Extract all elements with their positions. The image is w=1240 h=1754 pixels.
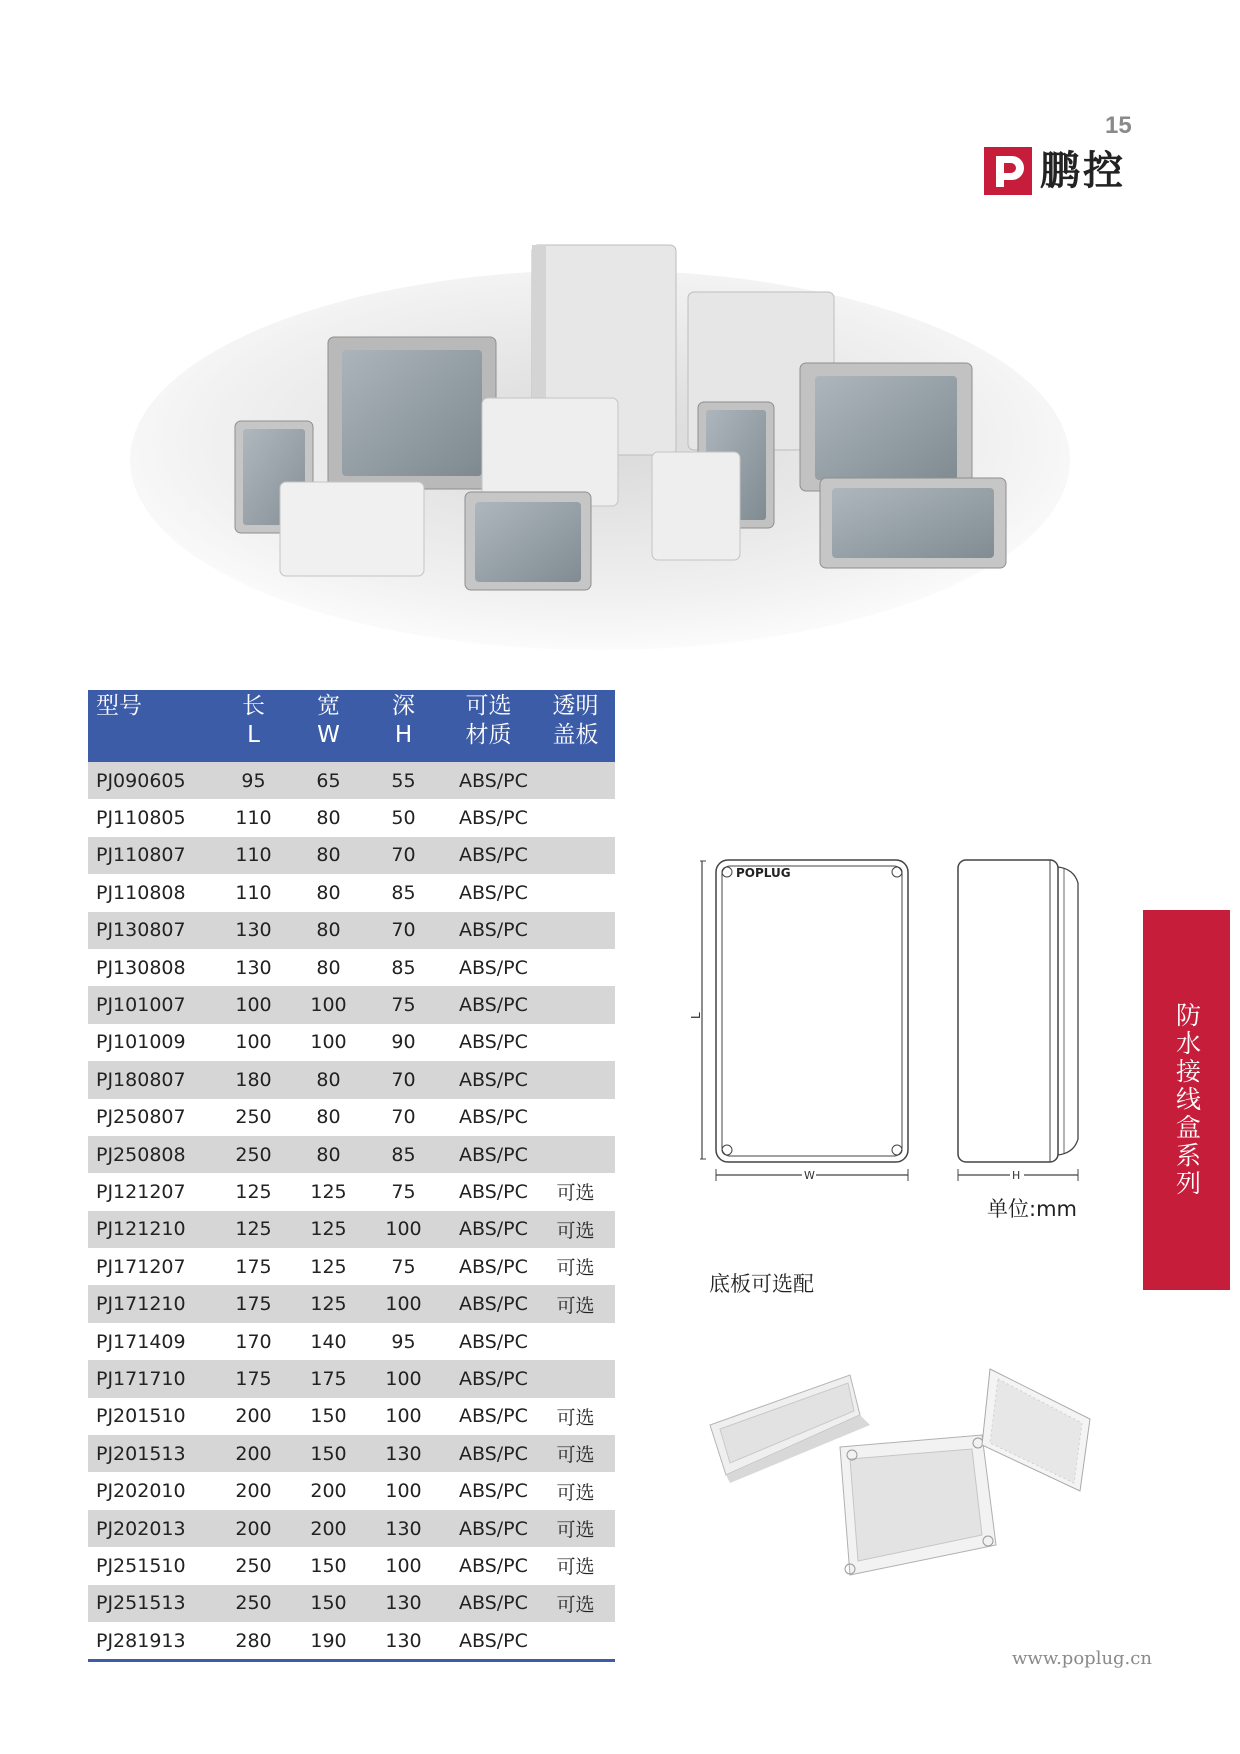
table-row (88, 912, 615, 949)
cell-model: PJ251510 (96, 1554, 186, 1577)
cell-model: PJ130808 (96, 956, 186, 979)
cell-depth: 75 (391, 1255, 416, 1278)
table-row (88, 1061, 615, 1098)
cell-clear-cover (536, 799, 615, 836)
cell-model: PJ180807 (88, 1061, 216, 1098)
cell-material: ABS/PC (459, 1405, 528, 1428)
cell-model: PJ251513 (88, 1585, 216, 1622)
table-row (88, 1435, 615, 1472)
table-row (88, 986, 615, 1023)
dim-label-l: L (689, 1012, 703, 1019)
cell-width: 150 (291, 1585, 366, 1622)
cell-width: 80 (316, 956, 341, 979)
cell-depth: 75 (391, 1180, 416, 1203)
base-option-label: 底板可选配 (709, 1272, 814, 1296)
cell-model: PJ201513 (88, 1435, 216, 1472)
cell-clear-cover (536, 1323, 615, 1360)
cell-model: PJ281913 (88, 1622, 216, 1661)
cell-material: ABS/PC (459, 1031, 528, 1054)
cell-width: 200 (291, 1510, 366, 1547)
table-row (88, 1173, 615, 1210)
cell-material: ABS/PC (459, 1330, 528, 1353)
cell-model: PJ202010 (96, 1480, 186, 1503)
side-view-drawing (950, 855, 1085, 1185)
cell-clear-cover (536, 1360, 615, 1397)
dim-label-h: H (1012, 1169, 1021, 1182)
cell-length: 175 (216, 1285, 291, 1322)
cell-depth: 100 (385, 1405, 422, 1428)
cell-length: 200 (216, 1510, 291, 1547)
table-row (88, 1547, 615, 1584)
table-row (88, 1585, 615, 1622)
drawing-brand-mark: POPLUG (736, 866, 791, 880)
cell-clear-cover (536, 1136, 615, 1173)
cell-material: ABS/PC (441, 1136, 536, 1173)
cell-material: ABS/PC (441, 1360, 536, 1397)
cell-length: 250 (235, 1106, 272, 1129)
cell-material: ABS/PC (441, 1510, 536, 1547)
cell-clear-cover: 可选 (536, 1435, 615, 1472)
cell-clear-cover (536, 1099, 615, 1136)
cell-model: PJ101009 (96, 1031, 186, 1054)
cell-width: 150 (310, 1405, 347, 1428)
cell-material: ABS/PC (441, 837, 536, 874)
cell-length: 200 (235, 1405, 272, 1428)
cell-width: 80 (316, 881, 341, 904)
cell-depth: 95 (391, 1330, 416, 1353)
spec-table (88, 690, 615, 1662)
cell-model: PJ090605 (88, 762, 216, 799)
cell-depth: 70 (366, 1061, 441, 1098)
series-side-tab (1143, 910, 1230, 1290)
cell-clear-cover (536, 1061, 615, 1098)
cell-material: ABS/PC (459, 1255, 528, 1278)
cell-model: PJ110807 (88, 837, 216, 874)
cell-depth: 100 (366, 1211, 441, 1248)
cell-model: PJ250807 (96, 1106, 186, 1129)
cell-depth: 100 (366, 1285, 441, 1322)
cell-depth: 70 (366, 837, 441, 874)
cell-model: PJ171210 (88, 1285, 216, 1322)
cell-depth: 100 (385, 1480, 422, 1503)
cell-depth: 50 (391, 807, 416, 830)
cell-model: PJ110808 (96, 881, 186, 904)
cell-depth: 75 (366, 986, 441, 1023)
table-row (88, 837, 615, 874)
cell-clear-cover: 可选 (536, 1211, 615, 1248)
cell-clear-cover (536, 762, 615, 799)
header-depth: 深 H (366, 690, 441, 762)
cell-model: PJ171710 (88, 1360, 216, 1397)
front-view-drawing (689, 855, 915, 1185)
cell-depth: 85 (391, 881, 416, 904)
table-row (88, 1211, 615, 1248)
table-header-row (88, 690, 615, 762)
cell-width: 100 (310, 1031, 347, 1054)
cell-model: PJ202013 (88, 1510, 216, 1547)
cell-depth: 130 (366, 1622, 441, 1661)
table-row (88, 799, 615, 836)
cell-length: 110 (235, 807, 272, 830)
cell-length: 200 (216, 1435, 291, 1472)
table-row (88, 1622, 615, 1661)
cell-width: 80 (316, 1106, 341, 1129)
cell-length: 200 (235, 1480, 272, 1503)
cell-clear-cover (536, 1622, 615, 1661)
cell-material: ABS/PC (441, 762, 536, 799)
cell-depth: 130 (366, 1435, 441, 1472)
brand-mark-icon (984, 147, 1032, 195)
cell-length: 170 (235, 1330, 272, 1353)
cell-material: ABS/PC (441, 1622, 536, 1661)
cell-length: 175 (235, 1255, 272, 1278)
cell-clear-cover: 可选 (536, 1585, 615, 1622)
cell-material: ABS/PC (441, 1585, 536, 1622)
cell-length: 100 (235, 1031, 272, 1054)
cell-model: PJ110805 (96, 807, 186, 830)
cell-depth: 55 (366, 762, 441, 799)
cell-depth: 85 (391, 956, 416, 979)
table-row (88, 949, 615, 986)
cell-length: 280 (216, 1622, 291, 1661)
cell-clear-cover: 可选 (556, 1556, 595, 1579)
table-row (88, 1136, 615, 1173)
cell-width: 80 (291, 1061, 366, 1098)
cell-width: 125 (310, 1255, 347, 1278)
cell-length: 110 (235, 881, 272, 904)
cell-width: 125 (291, 1285, 366, 1322)
website-url: www.poplug.cn (1012, 1648, 1152, 1669)
table-row (88, 1248, 615, 1285)
cell-depth: 100 (385, 1554, 422, 1577)
cell-clear-cover: 可选 (556, 1257, 595, 1280)
cell-clear-cover: 可选 (536, 1285, 615, 1322)
cell-clear-cover: 可选 (536, 1510, 615, 1547)
table-row (88, 1024, 615, 1061)
cell-model: PJ171207 (96, 1255, 186, 1278)
cell-length: 95 (216, 762, 291, 799)
header-model: 型号 (88, 690, 216, 762)
cell-material: ABS/PC (459, 1554, 528, 1577)
table-row (88, 1472, 615, 1509)
cell-length: 110 (216, 837, 291, 874)
cell-width: 80 (291, 837, 366, 874)
cell-model: PJ121207 (96, 1180, 186, 1203)
cell-material: ABS/PC (441, 1435, 536, 1472)
brand-logo (984, 147, 1126, 195)
cell-clear-cover: 可选 (556, 1182, 595, 1205)
cell-width: 80 (291, 912, 366, 949)
cell-length: 250 (235, 1554, 272, 1577)
cell-model: PJ250808 (88, 1136, 216, 1173)
cell-width: 80 (291, 1136, 366, 1173)
product-group-photo (120, 230, 1080, 650)
cell-depth: 70 (366, 912, 441, 949)
table-row (88, 1510, 615, 1547)
cell-width: 80 (316, 807, 341, 830)
cell-clear-cover (536, 837, 615, 874)
cell-width: 200 (310, 1480, 347, 1503)
cell-width: 150 (291, 1435, 366, 1472)
cell-width: 65 (291, 762, 366, 799)
brand-name: 鹏控 (1040, 148, 1126, 194)
cell-model: PJ171409 (96, 1330, 186, 1353)
cell-length: 175 (216, 1360, 291, 1397)
cell-model: PJ130807 (88, 912, 216, 949)
cell-material: ABS/PC (459, 807, 528, 830)
cell-length: 125 (235, 1180, 272, 1203)
cell-width: 175 (291, 1360, 366, 1397)
cell-material: ABS/PC (441, 912, 536, 949)
cell-width: 125 (291, 1211, 366, 1248)
cell-clear-cover (536, 949, 615, 986)
header-length: 长 L (216, 690, 291, 762)
cell-clear-cover: 可选 (556, 1481, 595, 1504)
cell-clear-cover (536, 912, 615, 949)
cell-material: ABS/PC (459, 881, 528, 904)
cell-clear-cover (536, 874, 615, 911)
cell-material: ABS/PC (459, 1180, 528, 1203)
table-row (88, 1360, 615, 1397)
cell-clear-cover (536, 1024, 615, 1061)
cell-width: 125 (310, 1180, 347, 1203)
cell-model: PJ121210 (88, 1211, 216, 1248)
cell-depth: 70 (391, 1106, 416, 1129)
cell-width: 150 (310, 1554, 347, 1577)
cell-clear-cover (536, 986, 615, 1023)
cell-clear-cover: 可选 (556, 1406, 595, 1429)
cell-depth: 130 (366, 1510, 441, 1547)
table-row (88, 1398, 615, 1435)
cell-model: PJ101007 (88, 986, 216, 1023)
cell-model: PJ201510 (96, 1405, 186, 1428)
open-box-photo (700, 1365, 1100, 1600)
table-row (88, 1099, 615, 1136)
cell-depth: 85 (366, 1136, 441, 1173)
dim-label-w: W (804, 1169, 815, 1182)
cell-length: 125 (216, 1211, 291, 1248)
cell-length: 180 (216, 1061, 291, 1098)
table-row (88, 874, 615, 911)
cell-length: 250 (216, 1136, 291, 1173)
page-number: 15 (1105, 112, 1132, 139)
cell-length: 100 (216, 986, 291, 1023)
cell-depth: 130 (366, 1585, 441, 1622)
header-clear-cover: 透明 盖板 (536, 690, 615, 762)
cell-length: 250 (216, 1585, 291, 1622)
cell-material: ABS/PC (459, 1480, 528, 1503)
cell-depth: 100 (366, 1360, 441, 1397)
cell-material: ABS/PC (441, 1061, 536, 1098)
cell-material: ABS/PC (441, 1211, 536, 1248)
series-side-tab-label: 防水接线盒系列 (1172, 1002, 1202, 1198)
cell-depth: 90 (391, 1031, 416, 1054)
cell-width: 190 (291, 1622, 366, 1661)
cell-length: 130 (235, 956, 272, 979)
header-material: 可选 材质 (441, 690, 536, 762)
table-row (88, 1285, 615, 1322)
cell-length: 130 (216, 912, 291, 949)
cell-material: ABS/PC (441, 1285, 536, 1322)
unit-label: 单位:mm (987, 1197, 1077, 1221)
cell-material: ABS/PC (459, 956, 528, 979)
cell-width: 100 (291, 986, 366, 1023)
cell-material: ABS/PC (441, 986, 536, 1023)
table-row (88, 762, 615, 799)
header-width: 宽 W (291, 690, 366, 762)
cell-material: ABS/PC (459, 1106, 528, 1129)
table-row (88, 1323, 615, 1360)
cell-width: 140 (310, 1330, 347, 1353)
